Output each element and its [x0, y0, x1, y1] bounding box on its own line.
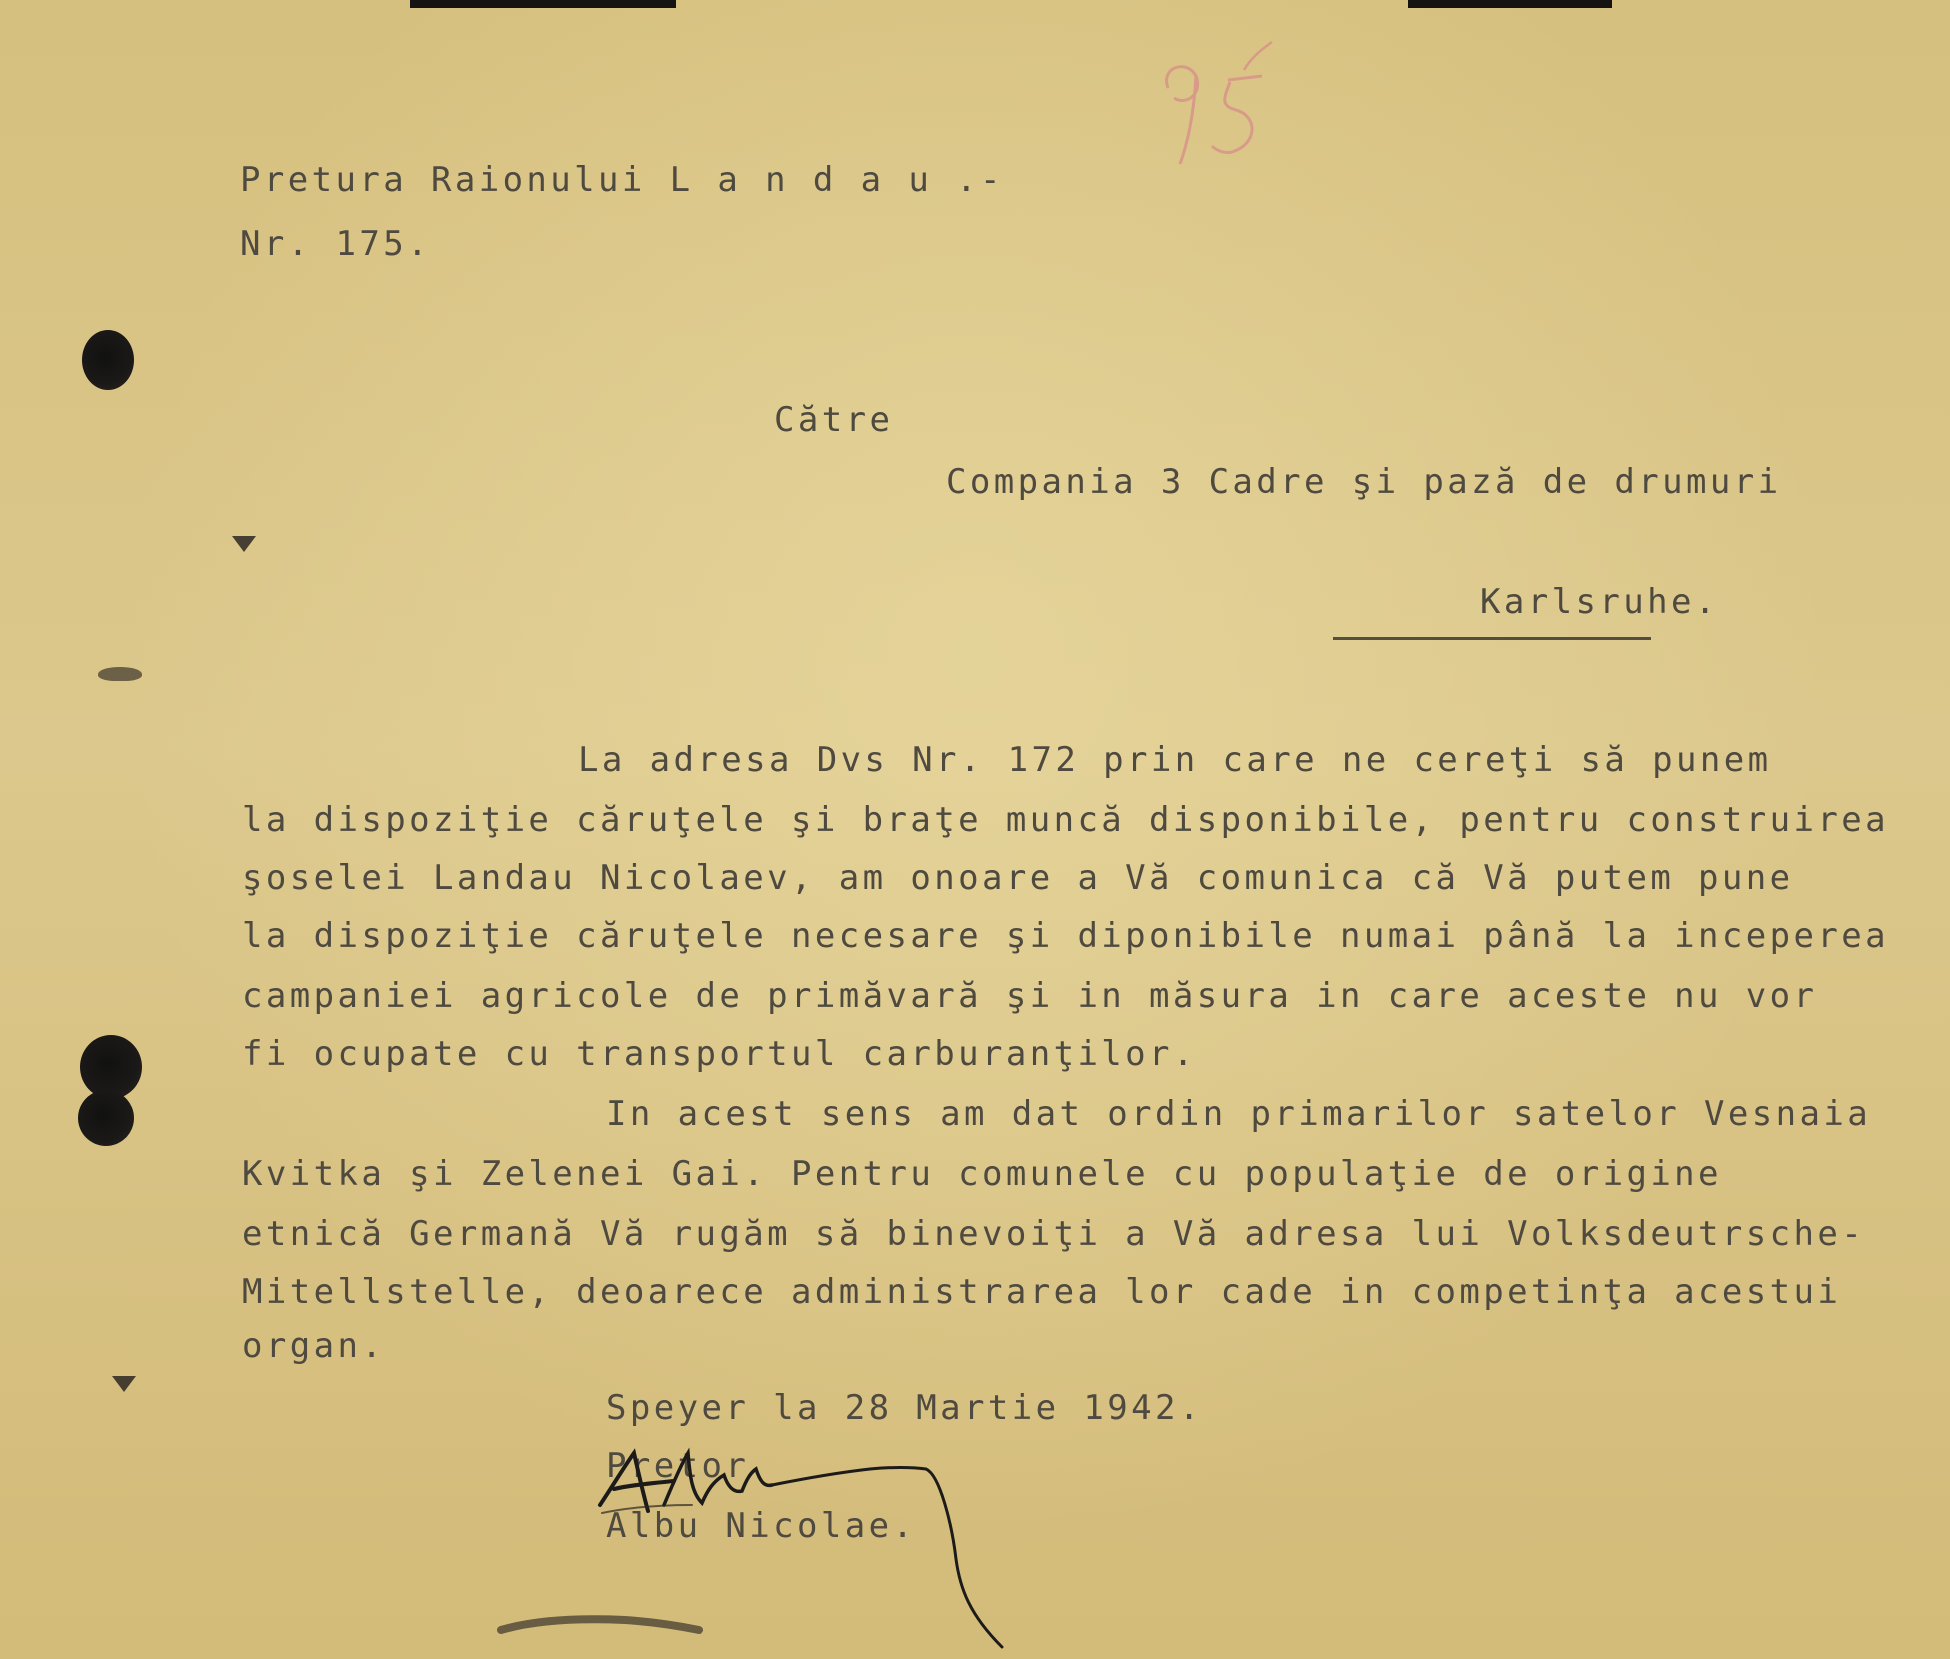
top-binding-tab-right — [1408, 0, 1612, 8]
ink-smudge — [495, 1612, 705, 1638]
document-number: Nr. 175. — [240, 224, 431, 264]
addressee-city: Karlsruhe. — [1480, 582, 1719, 622]
issuing-office: Pretura Raionului L a n d a u .- — [240, 160, 1004, 200]
body-line-9: etnică Germană Vă rugăm să binevoiţi a Vă adresa lui Volksdeutrsche- — [242, 1214, 1866, 1254]
address-underline — [1333, 637, 1651, 640]
paper-tear-mark — [98, 667, 142, 681]
punch-hole-top — [82, 330, 134, 390]
pencil-archive-number — [1140, 40, 1280, 170]
body-line-5: campaniei agricole de primăvară şi in măsura in care aceste nu vor — [242, 976, 1818, 1016]
signatory-name: Albu Nicolae. — [606, 1506, 917, 1546]
body-line-1: La adresa Dvs Nr. 172 prin care ne cereţi să punem — [578, 740, 1772, 780]
addressee-company: Compania 3 Cadre şi pază de drumuri — [946, 462, 1782, 502]
paper-nick-mark-2 — [112, 1376, 136, 1392]
body-line-11: organ. — [242, 1326, 386, 1366]
body-line-3: şoselei Landau Nicolaev, am onoare a Vă comunica că Vă putem pune — [242, 858, 1794, 898]
punch-hole-middle-upper — [80, 1035, 142, 1099]
body-line-7: In acest sens am dat ordin primarilor satelor Vesnaia — [606, 1094, 1872, 1134]
salutation-to: Către — [774, 400, 894, 440]
body-line-8: Kvitka şi Zelenei Gai. Pentru comunele cu populaţie de origine — [242, 1154, 1722, 1194]
body-line-4: la dispoziţie căruţele necesare şi diponibile numai până la inceperea — [242, 916, 1890, 956]
body-line-10: Mitellstelle, deoarece administrarea lor cade in competinţa acestui — [242, 1272, 1842, 1312]
paper-nick-mark-1 — [232, 536, 256, 552]
punch-hole-middle-lower — [78, 1090, 134, 1146]
closing-title: Pretor — [606, 1446, 750, 1486]
body-line-2: la dispoziţie căruţele şi braţe muncă disponibile, pentru construirea — [242, 800, 1890, 840]
body-line-6: fi ocupate cu transportul carburanţilor. — [242, 1034, 1197, 1074]
closing-place-date: Speyer la 28 Martie 1942. — [606, 1388, 1203, 1428]
top-binding-tab-left — [410, 0, 676, 8]
